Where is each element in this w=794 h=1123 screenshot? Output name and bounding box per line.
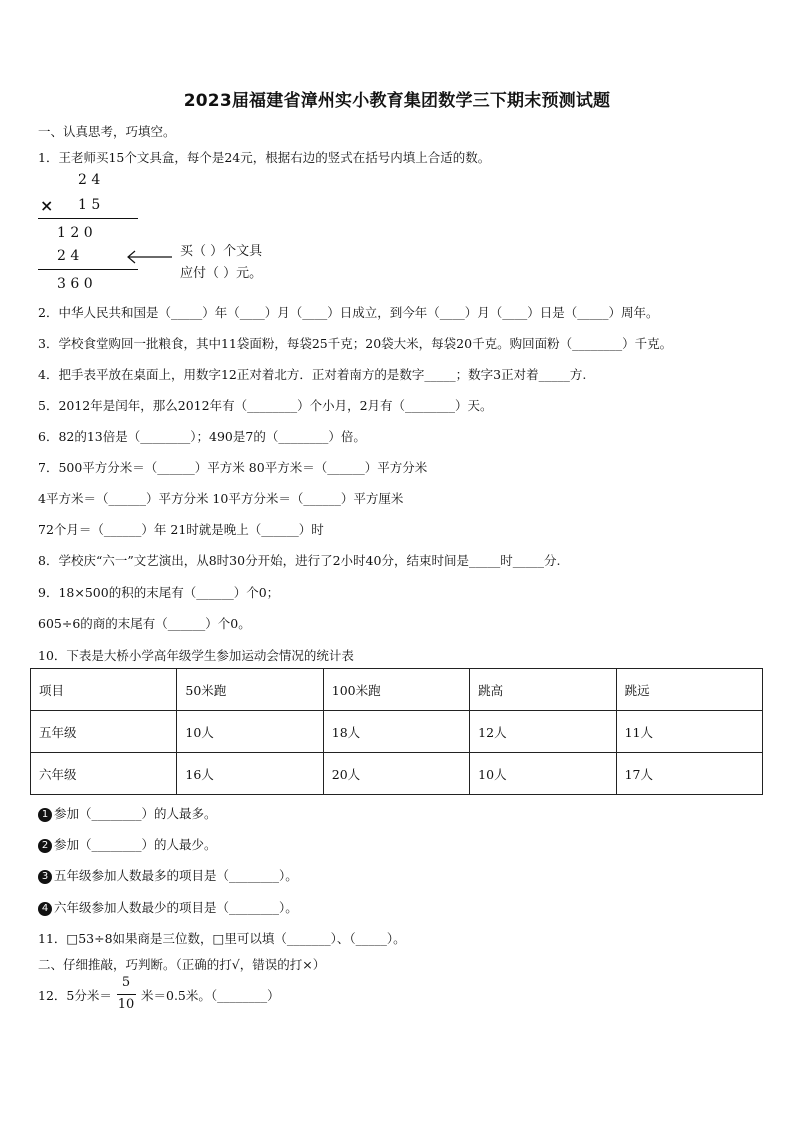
table-row	[31, 753, 763, 795]
question-5: 5．2012年是闰年，那么2012年有（________）个小月，2月有（________）天。	[38, 398, 493, 413]
mult-divider-2	[38, 269, 138, 270]
table-header-cell: 跳远	[616, 669, 762, 711]
table-header-cell: 跳高	[470, 669, 616, 711]
times-sign: ×	[40, 196, 54, 215]
question-9-line-1: 9．18×500的积的末尾有（______）个0；	[38, 585, 280, 600]
table-cell: 20人	[323, 753, 469, 795]
sub-question-text: 参加（________）的人最多。	[54, 806, 217, 821]
question-10: 10．下表是大桥小学高年级学生参加运动会情况的统计表	[38, 648, 354, 663]
question-10-sub-1	[38, 804, 217, 822]
table-row	[31, 711, 763, 753]
page-title: 2023届福建省漳州实小教育集团数学三下期末预测试题	[183, 91, 611, 111]
sub-question-text: 参加（________）的人最少。	[54, 837, 217, 852]
sub-question-text: 六年级参加人数最少的项目是（________）。	[54, 900, 298, 915]
question-10-sub-2	[38, 835, 217, 853]
table-header-row	[31, 669, 763, 711]
fraction-bar	[117, 994, 136, 995]
sub-question-text: 五年级参加人数最多的项目是（________）。	[54, 868, 298, 883]
table-cell: 五年级	[31, 711, 177, 753]
mult-divider-1	[38, 218, 138, 219]
question-12-suffix: 米＝0.5米。（________）	[141, 988, 280, 1003]
question-7-line-3: 72个月＝（______）年 21时就是晚上（______）时	[38, 522, 324, 537]
mult-row-4: 2 4	[57, 248, 80, 264]
mult-label-pay: 应付（ ）元。	[180, 266, 263, 281]
table-cell: 12人	[470, 711, 616, 753]
question-2: 2．中华人民共和国是（_____）年（____）月（____）日成立，到今年（____）月（____）日是（_____）周年。	[38, 305, 659, 320]
stats-table	[30, 668, 763, 795]
section-1-heading: 一、认真思考，巧填空。	[38, 124, 176, 139]
left-arrow-icon	[126, 250, 174, 264]
table-cell: 18人	[323, 711, 469, 753]
table-cell: 16人	[177, 753, 323, 795]
question-8: 8．学校庆“六一”文艺演出，从8时30分开始，进行了2小时40分，结束时间是_____时_____分.	[38, 553, 561, 568]
table-header-cell: 项目	[31, 669, 177, 711]
table-cell: 10人	[177, 711, 323, 753]
mult-row-3: 1 2 0	[57, 225, 93, 241]
table-cell: 11人	[616, 711, 762, 753]
question-11: 11．□53÷8如果商是三位数，□里可以填（_______）、（_____）。	[38, 931, 406, 946]
question-7-line-2: 4平方米＝（______）平方分米 10平方分米＝（______）平方厘米	[38, 491, 404, 506]
question-10-sub-4	[38, 898, 298, 916]
circled-number: 3	[38, 870, 52, 884]
question-9-line-2: 605÷6的商的末尾有（______）个0。	[38, 616, 251, 631]
question-10-sub-3	[38, 866, 298, 884]
question-3: 3．学校食堂购回一批粮食，其中11袋面粉，每袋25千克；20袋大米，每袋20千克。购回面粉（________）千克。	[38, 336, 673, 351]
question-1: 1．王老师买15个文具盒，每个是24元，根据右边的竖式在括号内填上合适的数。	[38, 150, 491, 165]
mult-row-2: 1 5	[78, 197, 101, 213]
mult-row-5: 3 6 0	[57, 276, 93, 292]
table-cell: 17人	[616, 753, 762, 795]
question-12-prefix: 12．5分米＝	[38, 988, 112, 1003]
question-7-line-1: 7．500平方分米＝（______）平方米 80平方米＝（______）平方分米	[38, 460, 428, 475]
table-cell: 六年级	[31, 753, 177, 795]
circled-number: 1	[38, 808, 52, 822]
table-header-cell: 50米跑	[177, 669, 323, 711]
fraction-denominator: 10	[117, 997, 135, 1012]
section-2-heading: 二、仔细推敲，巧判断。（正确的打√，错误的打×）	[38, 957, 326, 972]
mult-row-1: 2 4	[78, 172, 101, 188]
question-6: 6．82的13倍是（________）；490是7的（________）倍。	[38, 429, 366, 444]
circled-number: 4	[38, 902, 52, 916]
circled-number: 2	[38, 839, 52, 853]
mult-label-buy: 买（ ）个文具	[180, 244, 263, 259]
table-header-cell: 100米跑	[323, 669, 469, 711]
question-4: 4．把手表平放在桌面上，用数字12正对着北方．正对着南方的是数字_____；数字3正对着_____方.	[38, 367, 587, 382]
table-cell: 10人	[470, 753, 616, 795]
fraction-numerator: 5	[121, 975, 131, 990]
